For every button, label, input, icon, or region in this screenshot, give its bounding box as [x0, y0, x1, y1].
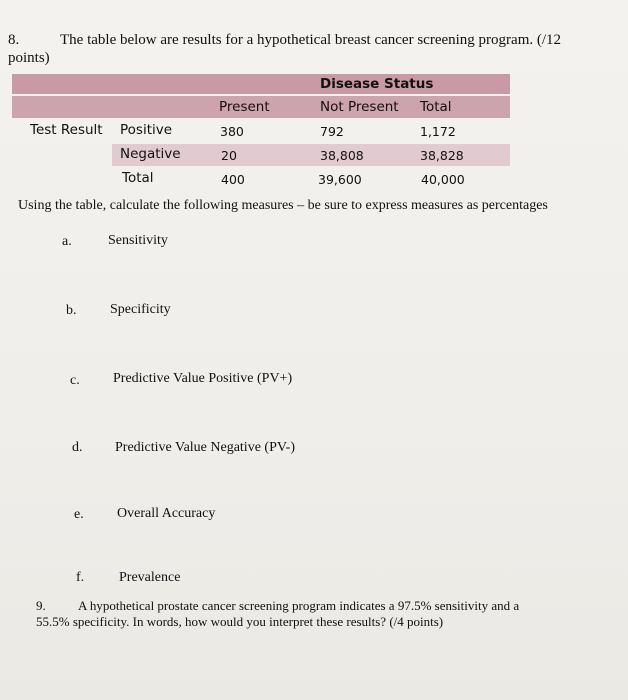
question-9-line1: A hypothetical prostate cancer screening program indicates a 97.5% sensitivity and a [78, 598, 520, 613]
measure-label: Specificity [110, 302, 171, 317]
cell-negative-not-present: 38,808 [320, 148, 364, 163]
column-header-not-present: Not Present [320, 99, 399, 115]
row-header-test-result: Test Result [30, 122, 103, 138]
question-8-text: The table below are results for a hypothetical breast cancer screening program. (/12 [60, 32, 562, 48]
column-header-total: Total [420, 99, 452, 115]
measure-label: Overall Accuracy [117, 506, 216, 521]
column-header-present: Present [219, 99, 270, 115]
cell-total-present: 400 [221, 172, 245, 187]
measure-letter: b. [66, 303, 77, 318]
question-8-number: 8. [8, 32, 20, 48]
measure-label: Sensitivity [108, 233, 168, 248]
measure-label: Predictive Value Negative (PV-) [115, 440, 296, 455]
cell-negative-total: 38,828 [420, 148, 464, 163]
measure-letter: a. [62, 234, 72, 249]
question-8-points: points) [8, 50, 50, 66]
measure-letter: f. [76, 570, 85, 585]
row-label-negative: Negative [120, 146, 181, 162]
measure-label: Predictive Value Positive (PV+) [113, 371, 293, 386]
measure-label: Prevalence [119, 570, 181, 585]
row-label-total: Total [122, 170, 154, 186]
cell-total-not-present: 39,600 [318, 172, 362, 187]
cell-positive-total: 1,172 [420, 124, 456, 139]
measure-letter: e. [74, 507, 84, 522]
row-label-positive: Positive [120, 122, 173, 138]
table-header-band [12, 74, 510, 94]
measure-letter: d. [72, 440, 83, 455]
question-9-line2: 55.5% specificity. In words, how would you interpret these results? (/4 points) [36, 614, 444, 629]
disease-status-header: Disease Status [320, 76, 434, 92]
cell-total-total: 40,000 [421, 172, 465, 187]
question-9-number: 9. [36, 598, 46, 613]
measure-letter: c. [70, 373, 80, 388]
cell-positive-not-present: 792 [320, 124, 344, 139]
cell-positive-present: 380 [220, 124, 244, 139]
cell-negative-present: 20 [221, 148, 237, 163]
instructions-text: Using the table, calculate the following measures – be sure to express measures as percentages [18, 198, 548, 213]
